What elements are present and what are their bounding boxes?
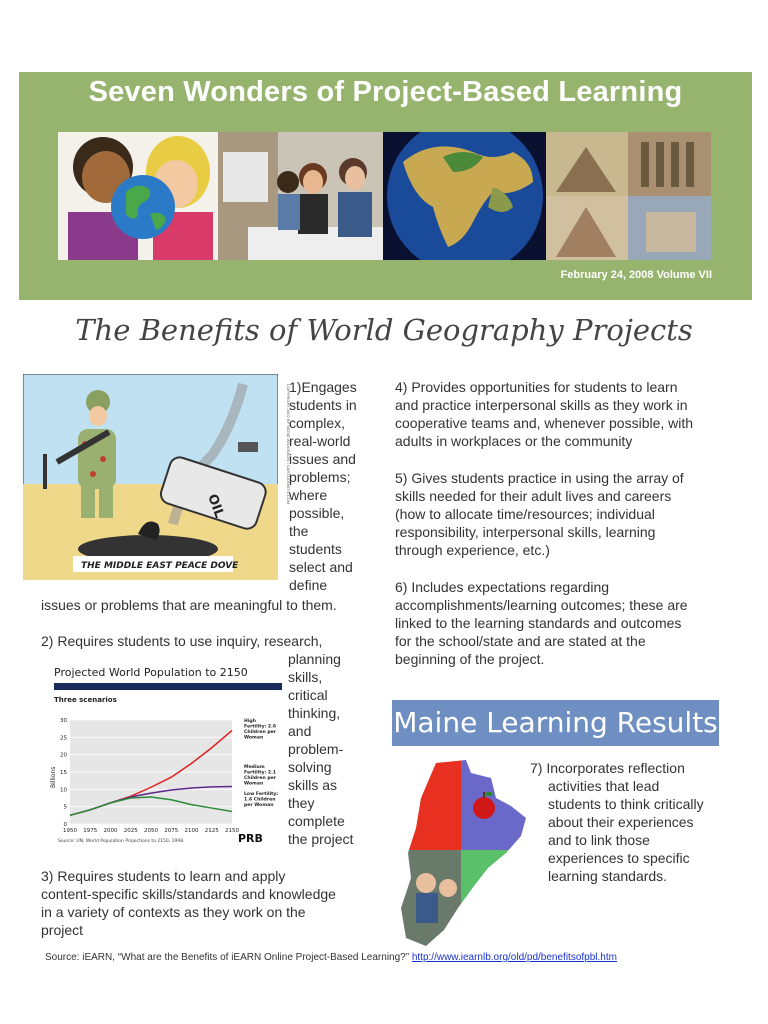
point-7-line: about their experiences xyxy=(548,814,694,830)
point-5 xyxy=(395,469,684,559)
point-1-line: where xyxy=(289,487,328,503)
point-6 xyxy=(395,578,688,668)
point-2-line: thinking, xyxy=(288,705,341,721)
point-1-line: problems; xyxy=(289,469,351,485)
point-6-line: beginning of the project. xyxy=(395,651,545,667)
photo-strip xyxy=(58,132,711,260)
point-4-line: and practice interpersonal skills as they work in xyxy=(395,397,688,413)
population-chart xyxy=(50,660,286,846)
point-7-line: learning standards. xyxy=(548,868,668,884)
point-2-line: and xyxy=(288,723,312,739)
chart-title: Projected World Population to 2150 xyxy=(54,666,248,679)
point-6-line: for the school/state and are stated at the xyxy=(395,633,646,649)
section-title: The Benefits of World Geography Projects xyxy=(75,313,693,347)
newsletter-title: Seven Wonders of Project-Based Learning xyxy=(88,76,683,108)
point-1-line: define xyxy=(289,577,328,593)
kids-globe-photo xyxy=(58,132,218,260)
point-4 xyxy=(395,378,693,450)
point-2-line: problem- xyxy=(288,741,344,757)
point-1-line: possible, xyxy=(289,505,345,521)
point-5-line: (how to allocate time/resources; individual xyxy=(395,506,655,522)
point-1-line: students xyxy=(289,541,342,557)
point-1-tail: issues or problems that are meaningful to them. xyxy=(41,597,337,613)
chart-xtick-label: 2125 xyxy=(204,828,219,834)
chart-ytick-label: 25 xyxy=(60,735,67,742)
earth-photo xyxy=(383,132,546,260)
point-1-line: select and xyxy=(289,559,353,575)
cartoon-caption: THE MIDDLE EAST PEACE DOVE xyxy=(81,561,239,571)
point-5-line: skills needed for their adult lives and careers xyxy=(395,488,672,504)
chart-title-bar xyxy=(54,683,282,690)
chart-ytick-label: 20 xyxy=(60,752,67,759)
point-7-line: experiences to specific xyxy=(548,850,690,866)
chart-ytick-label: 5 xyxy=(63,804,67,811)
chart-xtick-label: 2075 xyxy=(164,828,179,834)
point-6-line: 6) Includes expectations regarding xyxy=(395,579,610,595)
point-7-line: students to think critically xyxy=(548,796,704,812)
point-2-line: they xyxy=(288,795,315,811)
point-7-line: activities that lead xyxy=(548,778,660,794)
point-7-line: and to link those xyxy=(548,832,650,848)
point-1-line: real-world xyxy=(289,433,351,449)
point-3 xyxy=(41,867,336,939)
chart-ytick-label: 15 xyxy=(60,770,67,776)
chart-xtick-label: 1950 xyxy=(63,828,77,834)
source-link[interactable]: http://www.iearnlb.org/old/pd/benefitsofpbl.htm xyxy=(411,952,617,963)
point-1-line: the xyxy=(289,523,309,539)
point-4-line: adults in workplaces or the community xyxy=(395,433,633,449)
barrel-label: OIL xyxy=(204,492,227,521)
header-banner xyxy=(19,72,752,300)
chart-series-label: Medium Fertility: 2.1 Children per Woman xyxy=(244,765,277,787)
point-4-line: cooperative teams and, whenever possible, with xyxy=(395,415,694,431)
chart-ytick-label: 30 xyxy=(60,718,67,724)
point-2-line: skills as xyxy=(288,777,338,793)
classroom-photo xyxy=(218,132,383,260)
source-footer xyxy=(45,952,617,963)
point-5-line: 5) Gives students practice in using the array of xyxy=(395,470,684,486)
issue-date: February 24, 2008 Volume VII xyxy=(560,269,712,281)
maine-map-image xyxy=(396,758,531,950)
point-6-line: accomplishments/learning outcomes; these are xyxy=(395,597,688,613)
point-1-line: students in xyxy=(289,397,357,413)
chart-xtick-label: 2000 xyxy=(103,828,118,834)
chart-series-label: Low Fertility: 1.6 Children per Woman xyxy=(244,792,279,808)
point-5-line: responsibility, interpersonal skills, learning xyxy=(395,524,656,540)
point-3-line: content-specific skills/standards and knowledge xyxy=(41,886,336,902)
cartoon-credit: COPYRIGHT 2002 BY SIGNE WILKINSON • CARTOONISTS.COM xyxy=(286,384,291,505)
point-7 xyxy=(530,759,704,885)
point-1-column xyxy=(289,378,369,594)
point-1-line: issues and xyxy=(289,451,356,467)
point-2-line: solving xyxy=(288,759,332,775)
point-6-line: linked to the learning standards and outcomes xyxy=(395,615,682,631)
chart-xtick-label: 2150 xyxy=(225,828,239,834)
point-2-line: complete xyxy=(288,813,345,829)
chart-series-label: High Fertility: 2.6 Children per Woman xyxy=(244,719,277,741)
chart-xtick-label: 2025 xyxy=(123,828,138,834)
source-text: Source: iEARN, “What are the Benefits of iEARN Online Project-Based Learning?” xyxy=(45,952,410,963)
point-1-line: complex, xyxy=(289,415,346,431)
population-chart-svg xyxy=(50,660,286,846)
cartoon-image xyxy=(23,374,291,580)
point-2-line: skills, xyxy=(288,669,323,685)
point-5-line: through experience, etc.) xyxy=(395,542,550,558)
point-4-line: 4) Provides opportunities for students to learn xyxy=(395,379,678,395)
point-2-line: critical xyxy=(288,687,328,703)
maine-learning-results-banner: Maine Learning Results xyxy=(392,700,719,746)
chart-xtick-label: 2050 xyxy=(144,828,158,834)
prb-logo: PRB xyxy=(238,832,263,845)
chart-ylabel: Billions xyxy=(50,766,57,788)
chart-xtick-label: 1975 xyxy=(83,828,98,834)
chart-source: Source: UN, World Population Projections to 2150, 1998. xyxy=(58,839,185,844)
chart-xtick-label: 2100 xyxy=(184,828,199,834)
chart-ytick-label: 10 xyxy=(60,787,67,794)
point-3-line: 3) Requires students to learn and apply xyxy=(41,868,286,884)
point-3-line: project xyxy=(41,922,84,938)
chart-ytick-label: 0 xyxy=(63,822,67,828)
chart-subtitle: Three scenarios xyxy=(54,696,117,704)
point-2-line: the project xyxy=(288,831,354,847)
point-1-line: 1)Engages xyxy=(289,379,357,395)
point-7-line: 7) Incorporates reflection xyxy=(530,760,685,776)
point-3-line: in a variety of contexts as they work on the xyxy=(41,904,306,920)
ancient-wonders-collage xyxy=(546,132,711,260)
point-2-line: planning xyxy=(288,651,341,667)
point-2-column xyxy=(288,650,368,848)
point-2-head: 2) Requires students to use inquiry, research, xyxy=(41,633,323,649)
